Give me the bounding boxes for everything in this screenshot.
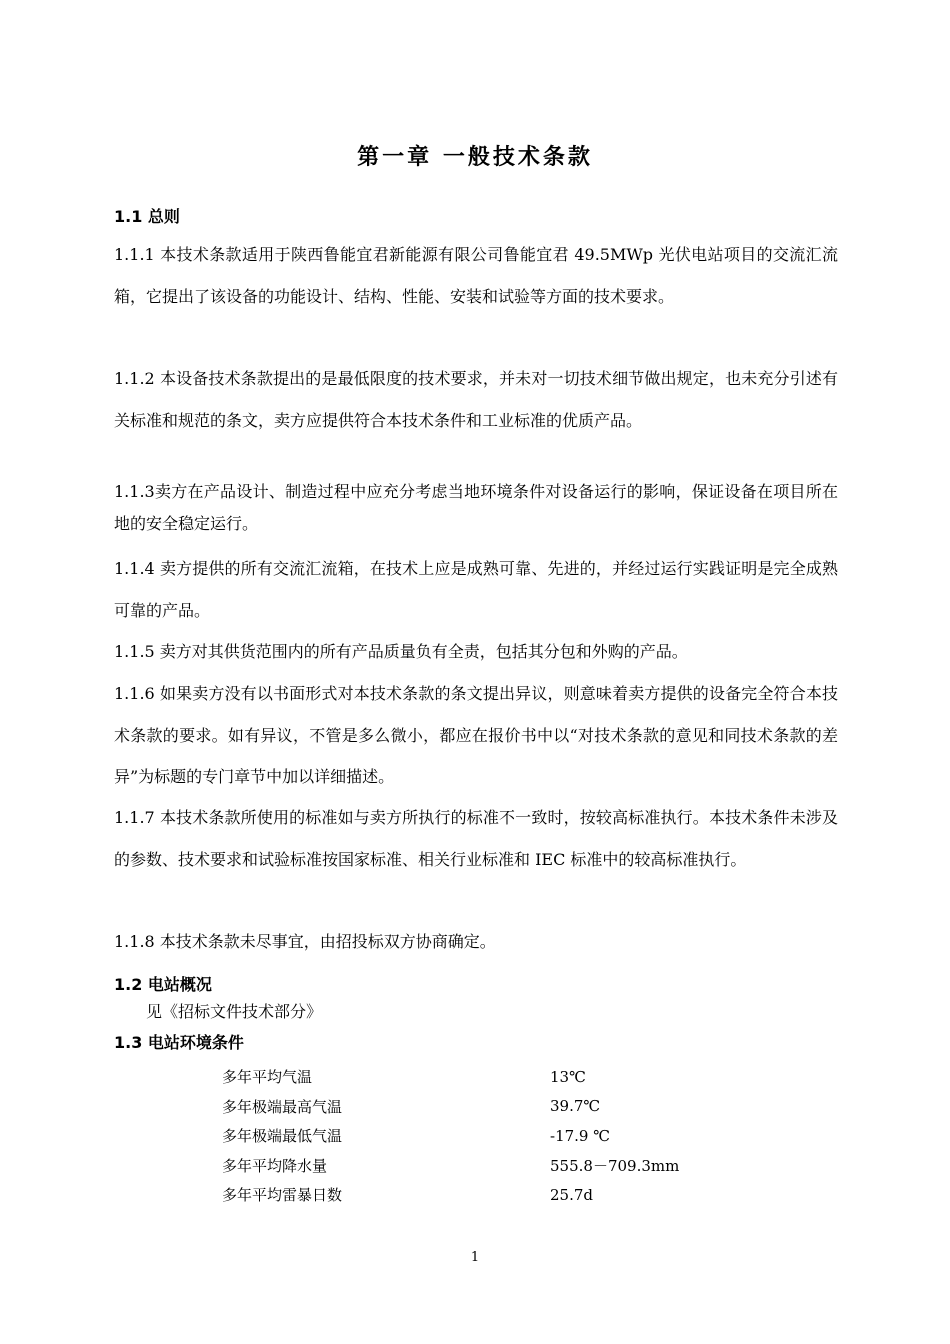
env-label: 多年平均雷暴日数 bbox=[222, 1186, 343, 1205]
table-row bbox=[222, 1062, 822, 1092]
clause-1-1-3: 1.1.3卖方在产品设计、制造过程中应充分考虑当地环境条件对设备运行的影响，保证设备在项目所在地的安全稳定运行。 bbox=[114, 482, 838, 533]
env-value: 39.7℃ bbox=[550, 1097, 601, 1116]
clause-1-1-5: 1.1.5 卖方对其供货范围内的所有产品质量负有全责，包括其分包和外购的产品。 bbox=[114, 642, 688, 661]
section-heading-overview: 1.2 电站概况 bbox=[114, 975, 212, 994]
section-heading-general: 1.1 总则 bbox=[114, 207, 180, 226]
env-label: 多年极端最高气温 bbox=[222, 1097, 343, 1116]
clause-1-1-1: 1.1.1 本技术条款适用于陕西鲁能宜君新能源有限公司鲁能宜君 49.5MWp 光伏电站项目的交流汇流箱，它提出了该设备的功能设计、结构、性能、安装和试验等方面的技术要求。 bbox=[114, 245, 838, 306]
clause-1-1-7: 1.1.7 本技术条款所使用的标准如与卖方所执行的标准不一致时，按较高标准执行。本技术条件未涉及的参数、技术要求和试验标准按国家标准、相关行业标准和 IEC 标准中的较高标准执行。 bbox=[114, 808, 838, 869]
env-label: 多年平均降水量 bbox=[222, 1156, 328, 1175]
env-label: 多年平均气温 bbox=[222, 1068, 313, 1087]
env-label: 多年极端最低气温 bbox=[222, 1127, 343, 1146]
clause-1-1-2: 1.1.2 本设备技术条款提出的是最低限度的技术要求，并未对一切技术细节做出规定，也未充分引述有关标准和规范的条文，卖方应提供符合本技术条件和工业标准的优质产品。 bbox=[114, 369, 838, 430]
env-value: -17.9 ℃ bbox=[550, 1126, 611, 1145]
table-row bbox=[222, 1151, 822, 1181]
page-number: 1 bbox=[470, 1250, 480, 1265]
overview-reference: 见《招标文件技术部分》 bbox=[146, 1002, 323, 1021]
env-value: 25.7d bbox=[550, 1185, 594, 1204]
chapter-title: 第一章 一般技术条款 bbox=[357, 145, 593, 170]
env-value: 555.8－709.3mm bbox=[550, 1156, 680, 1175]
table-row bbox=[222, 1121, 822, 1151]
env-value: 13℃ bbox=[550, 1067, 586, 1086]
table-row bbox=[222, 1180, 822, 1210]
section-heading-environment: 1.3 电站环境条件 bbox=[114, 1033, 244, 1052]
clause-1-1-6: 1.1.6 如果卖方没有以书面形式对本技术条款的条文提出异议，则意味着卖方提供的设备完全符合本技术条款的要求。如有异议，不管是多么微小，都应在报价书中以“对技术条款的意见和同技术条款的差异”为标题的专门章节中加以详细描述。 bbox=[114, 684, 838, 786]
environment-table bbox=[222, 1062, 822, 1210]
table-row bbox=[222, 1092, 822, 1122]
clause-1-1-4: 1.1.4 卖方提供的所有交流汇流箱，在技术上应是成熟可靠、先进的，并经过运行实践证明是完全成熟可靠的产品。 bbox=[114, 559, 838, 620]
clause-1-1-8: 1.1.8 本技术条款未尽事宜，由招投标双方协商确定。 bbox=[114, 932, 496, 951]
